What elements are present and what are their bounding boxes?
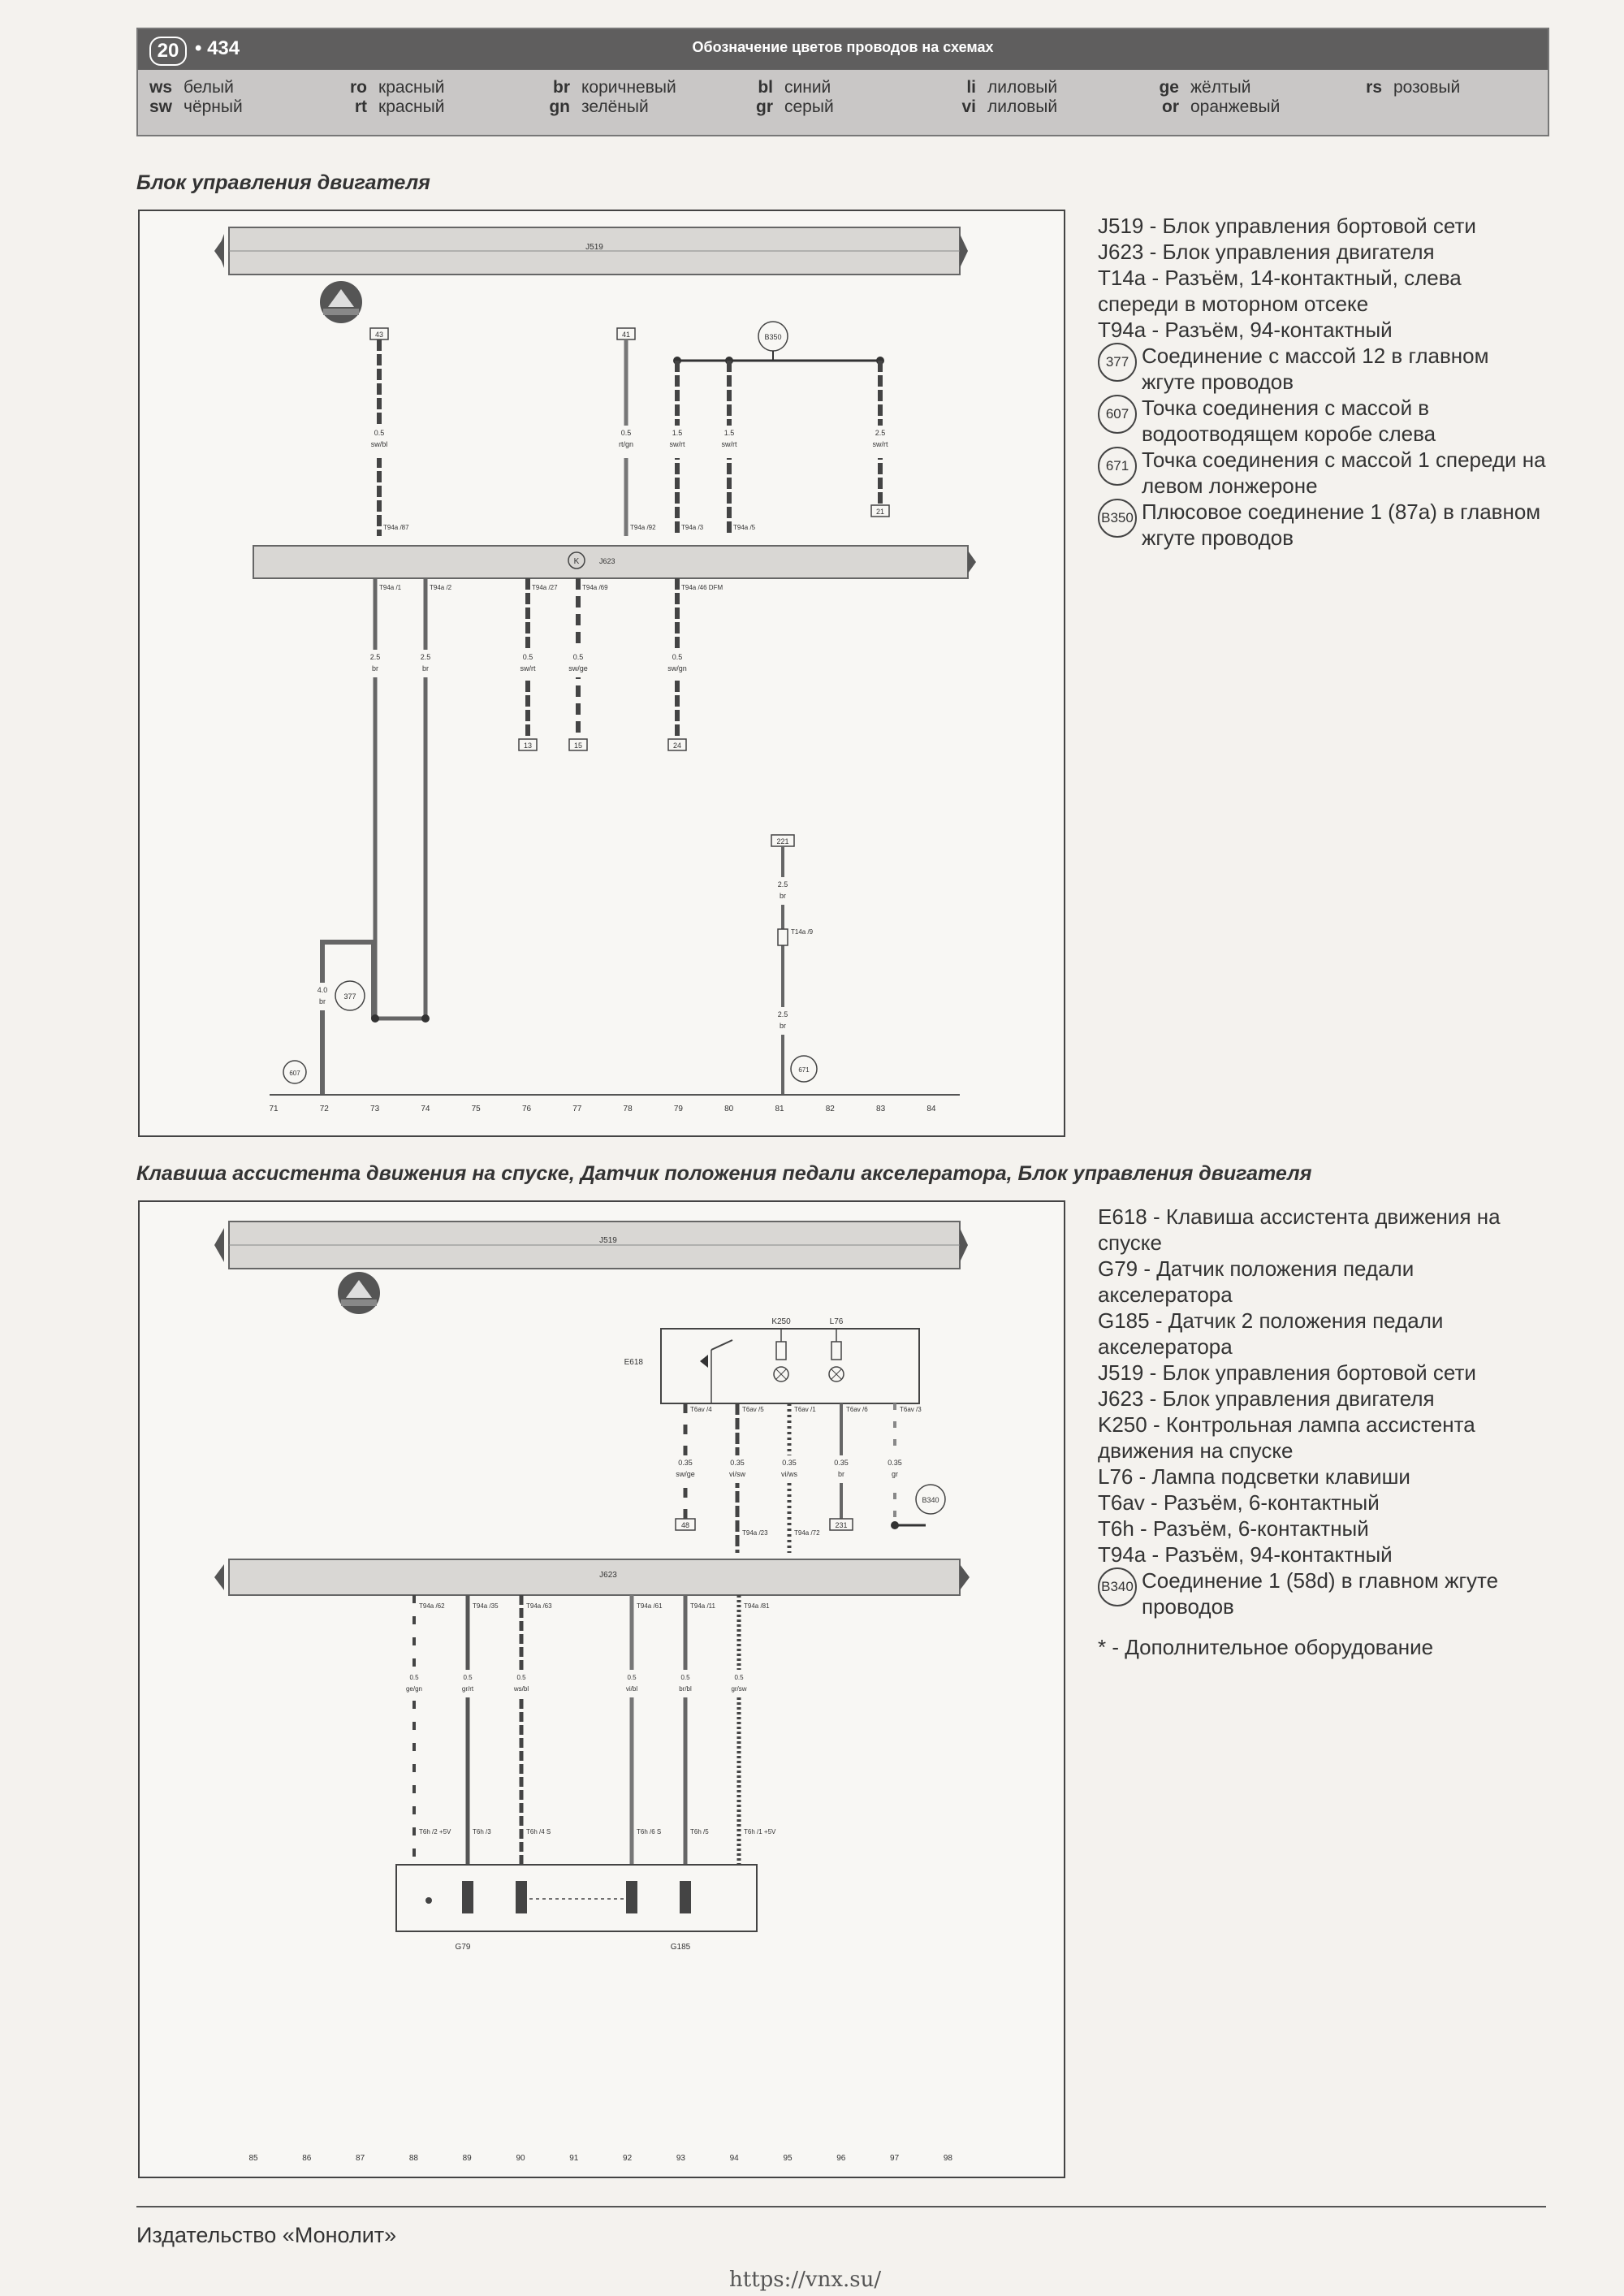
wire-pin-label: T94a /35 bbox=[473, 1602, 499, 1610]
svg-text:T94a /27: T94a /27 bbox=[532, 584, 558, 591]
svg-text:G185: G185 bbox=[670, 1943, 691, 1952]
legend-item: T6h - Разъём, 6-контактный bbox=[1098, 1516, 1369, 1541]
wire-color-br: br коричневый bbox=[553, 78, 676, 97]
svg-text:G79: G79 bbox=[455, 1943, 471, 1952]
wire-size-label: 0.5 bbox=[680, 1674, 690, 1681]
scale-number: 89 bbox=[462, 2154, 472, 2163]
svg-text:4.0: 4.0 bbox=[317, 986, 328, 994]
wire-color-rs: rs розовый bbox=[1366, 78, 1461, 97]
scale-number: 80 bbox=[724, 1105, 734, 1113]
scale-number: 83 bbox=[876, 1105, 886, 1113]
bottom-wire-5 bbox=[659, 578, 723, 750]
svg-text:T94a /69: T94a /69 bbox=[582, 584, 608, 591]
svg-text:br: br bbox=[318, 997, 326, 1005]
top-wire-3 bbox=[659, 361, 704, 536]
legend-item: J623 - Блок управления двигателя bbox=[1098, 240, 1435, 264]
section2-title: Клавиша ассистента движения на спуске, Датчик положения педали акселератора, Блок управления двигателя bbox=[136, 1162, 1312, 1185]
svg-text:T6av /1: T6av /1 bbox=[794, 1406, 816, 1413]
sensor-wires bbox=[393, 1595, 776, 1913]
legend-item: J519 - Блок управления бортовой сети bbox=[1098, 214, 1476, 238]
scale-number: 77 bbox=[572, 1105, 582, 1113]
wire-color-ws: ws белый bbox=[149, 78, 234, 97]
section2-diagram bbox=[140, 1202, 1064, 2177]
svg-text:377: 377 bbox=[343, 992, 356, 1001]
top-wire-5 bbox=[861, 361, 900, 517]
scale-number: 71 bbox=[269, 1105, 279, 1113]
section2-legend bbox=[1098, 1204, 1546, 1660]
wire-size-label: 0.5 bbox=[627, 1674, 637, 1681]
svg-text:0.35: 0.35 bbox=[888, 1459, 902, 1467]
wire-color-sw: sw чёрный bbox=[149, 97, 243, 116]
wire-pin-label: T94a /11 bbox=[690, 1602, 715, 1610]
wire-pin-label: T6h /4 S bbox=[526, 1828, 551, 1836]
svg-text:br: br bbox=[837, 1470, 845, 1478]
svg-text:0.35: 0.35 bbox=[782, 1459, 797, 1467]
wire-pin-label: T6h /3 bbox=[473, 1828, 491, 1836]
switch-wire-3 bbox=[770, 1403, 820, 1553]
svg-text:vi/ws: vi/ws bbox=[781, 1470, 797, 1478]
svg-text:sw/bl: sw/bl bbox=[370, 440, 388, 448]
svg-text:1.5: 1.5 bbox=[723, 429, 735, 437]
monolit-logo-icon bbox=[320, 281, 362, 323]
scale-number: 78 bbox=[623, 1105, 633, 1113]
scale-number: 74 bbox=[421, 1105, 430, 1113]
wire-color-bl: bl синий bbox=[758, 78, 831, 97]
switch-wire-4 bbox=[822, 1403, 868, 1530]
svg-text:K: K bbox=[573, 557, 580, 566]
bottom-wire-3 bbox=[510, 578, 558, 750]
sensor-element-icon bbox=[680, 1881, 691, 1913]
wire-color-label: gr/sw bbox=[731, 1685, 747, 1693]
wire-color-label: br/bl bbox=[679, 1685, 692, 1693]
switch-symbol-icon bbox=[700, 1340, 732, 1403]
svg-text:43: 43 bbox=[374, 331, 384, 339]
legend-node-item: 607 Точка соединения с массой в водоотводящем коробе слева bbox=[1098, 395, 1546, 447]
svg-text:T6av /4: T6av /4 bbox=[690, 1406, 712, 1413]
svg-text:24: 24 bbox=[672, 742, 682, 750]
svg-text:T94a /72: T94a /72 bbox=[794, 1529, 820, 1537]
svg-text:sw/rt: sw/rt bbox=[669, 440, 685, 448]
scale-number: 95 bbox=[783, 2154, 793, 2163]
svg-text:br: br bbox=[421, 664, 430, 672]
svg-text:2.5: 2.5 bbox=[875, 429, 886, 437]
scale-number: 98 bbox=[943, 2154, 952, 2163]
svg-text:T94a /5: T94a /5 bbox=[733, 524, 756, 531]
svg-text:T94a /1: T94a /1 bbox=[379, 584, 402, 591]
scale-number: 73 bbox=[370, 1105, 380, 1113]
svg-text:231: 231 bbox=[835, 1521, 848, 1529]
right-wire bbox=[767, 835, 817, 1095]
svg-text:T6av /3: T6av /3 bbox=[900, 1406, 922, 1413]
section1-legend bbox=[1098, 213, 1546, 551]
top-wire-4 bbox=[711, 361, 756, 536]
svg-text:vi/sw: vi/sw bbox=[729, 1470, 745, 1478]
legend-item: K250 - Контрольная лампа ассистента движения на спуске bbox=[1098, 1412, 1475, 1463]
node-circle-icon: 607 bbox=[1098, 395, 1137, 434]
svg-text:J519: J519 bbox=[599, 1236, 617, 1245]
node-circle-icon: 671 bbox=[1098, 447, 1137, 486]
svg-text:br: br bbox=[779, 1022, 787, 1030]
sensor-box bbox=[396, 1865, 757, 1931]
wire-pin-label: T94a /62 bbox=[419, 1602, 445, 1610]
legend-item: T94a - Разъём, 94-контактный bbox=[1098, 1542, 1393, 1567]
svg-text:br: br bbox=[779, 892, 787, 900]
scale-number: 84 bbox=[926, 1105, 936, 1113]
svg-text:2.5: 2.5 bbox=[369, 653, 381, 661]
svg-text:607: 607 bbox=[289, 1070, 300, 1077]
svg-text:sw/rt: sw/rt bbox=[721, 440, 737, 448]
wire-color-ro: ro красный bbox=[350, 78, 445, 97]
footer-divider bbox=[136, 2206, 1546, 2207]
legend-item: T14a - Разъём, 14-контактный, слева спереди в моторном отсеке bbox=[1098, 266, 1462, 316]
color-code-header bbox=[136, 28, 1549, 136]
svg-text:T14a /9: T14a /9 bbox=[791, 928, 814, 936]
scale-number: 88 bbox=[408, 2154, 418, 2163]
svg-text:41: 41 bbox=[621, 331, 631, 339]
svg-text:B350: B350 bbox=[764, 333, 782, 341]
svg-text:sw/ge: sw/ge bbox=[676, 1470, 695, 1478]
wire-color-li: li лиловый bbox=[966, 78, 1058, 97]
svg-text:br: br bbox=[371, 664, 379, 672]
scale-number: 86 bbox=[302, 2154, 312, 2163]
svg-text:15: 15 bbox=[573, 742, 583, 750]
section1-diagram-frame bbox=[138, 210, 1065, 1137]
scale-number: 82 bbox=[825, 1105, 835, 1113]
wire-size-label: 0.5 bbox=[409, 1674, 419, 1681]
wire-color-or: or оранжевый bbox=[1162, 97, 1281, 116]
legend-item: J519 - Блок управления бортовой сети bbox=[1098, 1360, 1476, 1385]
legend-item: G79 - Датчик положения педали акселератора bbox=[1098, 1256, 1415, 1307]
section1-diagram bbox=[140, 211, 1064, 1135]
j519-label: J519 bbox=[585, 243, 603, 252]
sensor-element-icon bbox=[516, 1881, 527, 1913]
bottom-wire-1 bbox=[359, 578, 402, 1018]
svg-text:T94a /92: T94a /92 bbox=[630, 524, 656, 531]
svg-text:2.5: 2.5 bbox=[420, 653, 431, 661]
wire-pin-label: T6h /1 +5V bbox=[744, 1828, 776, 1836]
svg-text:sw/rt: sw/rt bbox=[520, 664, 536, 672]
ground-wire bbox=[322, 942, 374, 1095]
svg-text:2.5: 2.5 bbox=[777, 880, 788, 889]
svg-text:T6av /6: T6av /6 bbox=[846, 1406, 868, 1413]
svg-text:0.5: 0.5 bbox=[374, 429, 385, 437]
legend-node-item: B350 Плюсовое соединение 1 (87a) в главном жгуте проводов bbox=[1098, 499, 1546, 551]
wire-color-label: vi/bl bbox=[625, 1685, 638, 1693]
svg-text:sw/gn: sw/gn bbox=[667, 664, 687, 672]
wire-color-gr: gr серый bbox=[756, 97, 834, 116]
sensor-element-icon bbox=[462, 1881, 473, 1913]
scale-number: 91 bbox=[569, 2154, 579, 2163]
bottom-wire-2 bbox=[409, 578, 452, 1018]
svg-text:rt/gn: rt/gn bbox=[618, 440, 634, 448]
scale-number: 81 bbox=[775, 1105, 784, 1113]
lamp-k250-icon bbox=[774, 1329, 788, 1381]
svg-text:0.5: 0.5 bbox=[522, 653, 533, 661]
scale-number: 93 bbox=[676, 2154, 685, 2163]
page-number-value: 434 bbox=[207, 37, 240, 59]
wire-pin-label: T94a /61 bbox=[637, 1602, 663, 1610]
svg-text:gr: gr bbox=[891, 1470, 899, 1478]
wire-pin-label: T6h /5 bbox=[690, 1828, 709, 1836]
scale-number: 94 bbox=[729, 2154, 739, 2163]
scale-number: 76 bbox=[521, 1105, 532, 1113]
svg-text:T94a /2: T94a /2 bbox=[430, 584, 452, 591]
svg-text:671: 671 bbox=[798, 1066, 810, 1074]
top-wire-2 bbox=[606, 328, 656, 536]
scale-number: 97 bbox=[890, 2154, 900, 2163]
legend-item: E618 - Клавиша ассистента движения на спуске bbox=[1098, 1204, 1501, 1255]
lamp-l76-icon bbox=[829, 1329, 844, 1381]
svg-text:B340: B340 bbox=[922, 1496, 939, 1504]
svg-text:0.35: 0.35 bbox=[730, 1459, 745, 1467]
wire-color-label: gr/rt bbox=[461, 1685, 474, 1693]
wire-color-rt: rt красный bbox=[354, 97, 445, 116]
svg-text:J623: J623 bbox=[599, 1571, 617, 1580]
e618-switch-box bbox=[661, 1329, 919, 1403]
svg-text:0.5: 0.5 bbox=[672, 653, 683, 661]
optional-equipment-note: * - Дополнительное оборудование bbox=[1098, 1635, 1434, 1659]
svg-text:0.35: 0.35 bbox=[834, 1459, 849, 1467]
chapter-number: 20 bbox=[149, 37, 187, 66]
section2-scale bbox=[248, 2154, 952, 2163]
wire-size-label: 0.5 bbox=[734, 1674, 744, 1681]
section2-diagram-frame bbox=[138, 1200, 1065, 2178]
svg-text:T94a /3: T94a /3 bbox=[681, 524, 704, 531]
scale-number: 79 bbox=[673, 1105, 683, 1113]
legend-node-item: 377 Соединение с массой 12 в главном жгуте проводов bbox=[1098, 343, 1546, 395]
legend-item: T6av - Разъём, 6-контактный bbox=[1098, 1490, 1380, 1515]
switch-wire-2 bbox=[718, 1403, 768, 1553]
legend-item: J623 - Блок управления двигателя bbox=[1098, 1386, 1435, 1411]
section1-scale bbox=[269, 1105, 935, 1113]
scale-number: 92 bbox=[623, 2154, 633, 2163]
wire-color-label: ge/gn bbox=[405, 1685, 423, 1693]
svg-text:0.5: 0.5 bbox=[620, 429, 632, 437]
page-number: • 434 bbox=[195, 37, 240, 59]
svg-text:2.5: 2.5 bbox=[777, 1010, 788, 1018]
svg-text:T94a /23: T94a /23 bbox=[742, 1529, 768, 1537]
svg-text:0.5: 0.5 bbox=[572, 653, 584, 661]
wire-color-label: ws/bl bbox=[513, 1685, 529, 1693]
wire-color-ge: ge жёлтый bbox=[1159, 78, 1251, 97]
switch-wire-5 bbox=[875, 1403, 945, 1529]
source-url: https://vnx.su/ bbox=[729, 2268, 882, 2292]
node-circle-icon: B350 bbox=[1098, 499, 1137, 538]
scale-number: 96 bbox=[836, 2154, 846, 2163]
wire-color-vi: vi лиловый bbox=[961, 97, 1058, 116]
svg-text:K250: K250 bbox=[771, 1317, 791, 1326]
svg-text:J623: J623 bbox=[599, 557, 615, 565]
wire-pin-label: T94a /81 bbox=[744, 1602, 770, 1610]
svg-text:T94a /87: T94a /87 bbox=[383, 524, 409, 531]
scale-number: 72 bbox=[319, 1105, 329, 1113]
header-bar bbox=[138, 29, 1548, 70]
wire-size-label: 0.5 bbox=[516, 1674, 526, 1681]
svg-text:0.35: 0.35 bbox=[678, 1459, 693, 1467]
section1-title: Блок управления двигателя bbox=[136, 171, 430, 194]
svg-text:221: 221 bbox=[776, 837, 789, 845]
scale-number: 90 bbox=[516, 2154, 525, 2163]
node-circle-icon: B340 bbox=[1098, 1567, 1137, 1606]
legend-item: T94a - Разъём, 94-контактный bbox=[1098, 318, 1393, 342]
legend-node-item: 671 Точка соединения с массой 1 спереди на левом лонжероне bbox=[1098, 447, 1546, 499]
switch-wire-1 bbox=[666, 1403, 712, 1530]
scale-number: 87 bbox=[356, 2154, 365, 2163]
svg-text:21: 21 bbox=[875, 508, 885, 516]
header-title: Обозначение цветов проводов на схемах bbox=[692, 39, 994, 55]
legend-item: L76 - Лампа подсветки клавиши bbox=[1098, 1464, 1410, 1489]
scale-number: 75 bbox=[471, 1105, 481, 1113]
node-circle-icon: 377 bbox=[1098, 343, 1137, 382]
wire-size-label: 0.5 bbox=[463, 1674, 473, 1681]
wire-pin-label: T6h /6 S bbox=[637, 1828, 662, 1836]
svg-text:sw/ge: sw/ge bbox=[568, 664, 588, 672]
publisher: Издательство «Монолит» bbox=[136, 2223, 397, 2247]
svg-text:48: 48 bbox=[680, 1521, 690, 1529]
legend-node-item: B340 Соединение 1 (58d) в главном жгуте проводов bbox=[1098, 1567, 1546, 1619]
svg-text:sw/rt: sw/rt bbox=[872, 440, 888, 448]
scale-number: 85 bbox=[248, 2154, 258, 2163]
wire-pin-label: T94a /63 bbox=[526, 1602, 552, 1610]
svg-text:T6av /5: T6av /5 bbox=[742, 1406, 764, 1413]
wire-pin-label: T6h /2 +5V bbox=[419, 1828, 451, 1836]
legend-item: G185 - Датчик 2 положения педали акселератора bbox=[1098, 1308, 1444, 1359]
svg-text:13: 13 bbox=[523, 742, 533, 750]
wire-color-gn: gn зелёный bbox=[549, 97, 649, 116]
sensor-element-icon bbox=[626, 1881, 637, 1913]
top-wire-1 bbox=[359, 328, 409, 536]
monolit-logo-icon bbox=[338, 1272, 380, 1314]
svg-text:L76: L76 bbox=[829, 1317, 844, 1326]
svg-text:1.5: 1.5 bbox=[672, 429, 683, 437]
svg-text:E618: E618 bbox=[624, 1358, 643, 1367]
j623-block-2 bbox=[229, 1559, 960, 1595]
svg-text:T94a /46 DFM: T94a /46 DFM bbox=[681, 584, 723, 591]
bottom-wire-4 bbox=[560, 578, 608, 750]
